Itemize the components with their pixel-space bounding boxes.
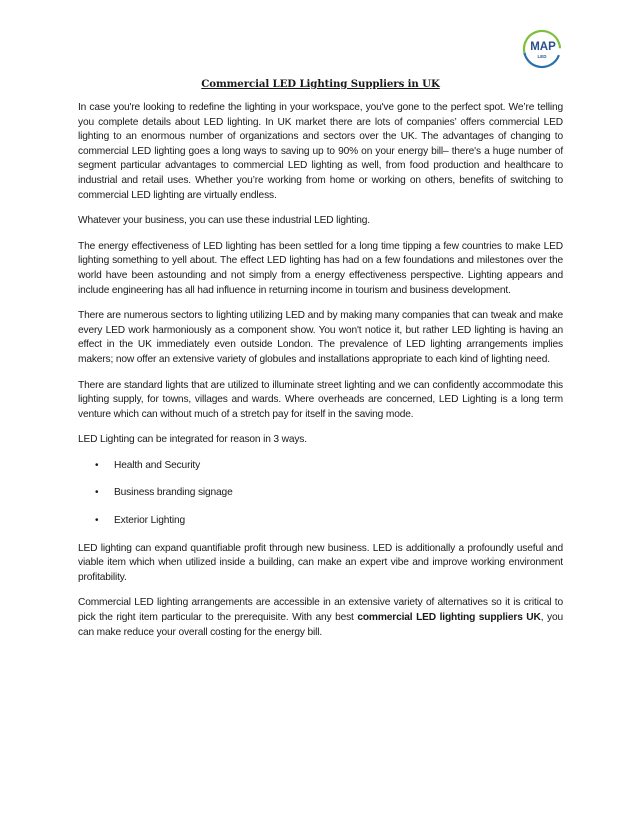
list-item-label: Business branding signage xyxy=(114,487,233,499)
paragraph-street-lighting: There are standard lights that are utilized to illuminate street lighting and we can confidently accommodate this lighting supply, for towns, villages and wards. Where overheads are concerned, LED Lighting is a long term venture which can without much of a stretch pay for itself in the saving mode. xyxy=(78,379,563,420)
paragraph-sectors: There are numerous sectors to lighting utilizing LED and by making many companies that can tweak and make every LED work harmoniously as a component show. You won't notice it, but rather LED lighting is having an effect in the UK immediately even outside London. The prevalence of LED lighting arrangements implies makers; now offer an extensive variety of globules and installations appropriate to each kind of lighting need. xyxy=(78,310,563,365)
list-item xyxy=(78,459,563,474)
conclusion-text-before: Commercial LED lighting arrangements are accessible in an extensive variety of alternatives so it is critical to pick the right item particular to the prerequisite. With any best xyxy=(78,597,563,624)
list-item xyxy=(78,486,563,501)
paragraph-profit: LED lighting can expand quantifiable profit through new business. LED is additionally a profoundly useful and viable item which when utilized inside a building, can make an expert vibe and improve working environment profitability. xyxy=(78,542,563,583)
bullet-icon: • xyxy=(95,459,99,471)
paragraph-ways-intro: LED Lighting can be integrated for reason in 3 ways. xyxy=(78,434,307,446)
document-title: Commercial LED Lighting Suppliers in UK xyxy=(201,78,440,90)
logo-text: MAP xyxy=(530,41,556,53)
logo-subtext: LED xyxy=(537,54,547,59)
list-item xyxy=(78,514,563,529)
conclusion-text-after: , you can make reduce your overall costing for the energy bill. xyxy=(78,612,563,638)
paragraph-intro: In case you're looking to redefine the lighting in your workspace, you've gone to the perfect spot. We’re telling you complete details about LED lighting. In UK market there are lots of companies’ offers commercial LED lighting to an enormous number of organizations and sectors over the UK. The advantages of changing to commercial LED lighting goes a long ways to saving up to 90% on your energy bill– there's a huge number of segment particular advantages to commercial LED lighting as well, from food production and healthcare to industrial and retail uses. Whether you’re working from home or working on others, benefits of switching to commercial LED lighting are virtually endless. xyxy=(78,102,563,201)
conclusion-bold-keyword: commercial LED lighting suppliers UK xyxy=(357,612,541,624)
document-body xyxy=(78,78,563,651)
bullet-list xyxy=(78,459,563,529)
company-logo xyxy=(521,28,563,70)
list-item-label: Health and Security xyxy=(114,459,201,471)
list-item-label: Exterior Lighting xyxy=(114,515,186,527)
map-led-logo-icon xyxy=(521,28,563,70)
bullet-icon: • xyxy=(95,487,99,499)
paragraph-conclusion xyxy=(78,596,563,640)
bullet-icon: • xyxy=(95,515,99,527)
paragraph-business: Whatever your business, you can use these industrial LED lighting. xyxy=(78,215,370,227)
paragraph-energy: The energy effectiveness of LED lighting has been settled for a long time tipping a few countries to make LED lighting something to yell about. The effect LED lighting has had on a few foundations and milestones over the world have been astounding and not simply from a energy effectiveness perspective. Lighting appears and include engineering has all had influence in returning income in tourism and business development. xyxy=(78,240,563,296)
